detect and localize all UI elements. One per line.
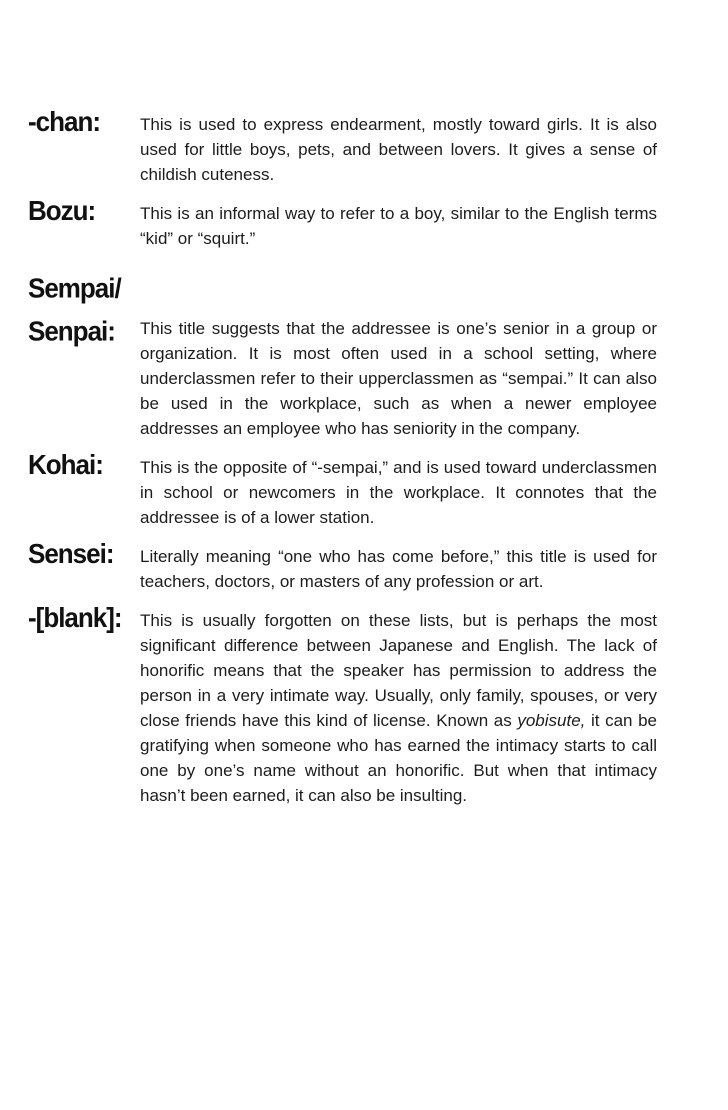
glossary-entry-sempai xyxy=(28,271,657,441)
term-kohai xyxy=(28,447,140,481)
term-sensei xyxy=(28,536,140,570)
glossary-entry-blank xyxy=(28,600,657,808)
term-label: Senpai: xyxy=(28,314,115,347)
definition-bozu: This is an informal way to refer to a boy, similar to the English terms “kid” or “squirt.” xyxy=(140,204,657,248)
glossary-entry-sensei xyxy=(28,536,657,594)
term-label: Bozu: xyxy=(28,193,96,227)
definition-chan: This is used to express endearment, mostly toward girls. It is also used for little boys, pets, and between lovers. It gives a sense of childish cuteness. xyxy=(140,115,657,184)
term-label: -chan: xyxy=(28,104,100,138)
glossary-entry-kohai xyxy=(28,447,657,530)
term-sempai xyxy=(28,266,140,352)
term-label: Sensei: xyxy=(28,536,114,570)
glossary-entry-chan xyxy=(28,104,657,187)
definition-blank: This is usually forgotten on these lists, but is perhaps the most significant difference between Japanese and English. The lack of honorific means that the speaker has permission to address the person in a very intimate way. Usually, only family, spouses, or very close friends have this kind of license. Known as yobisute, it can be gratifying when someone who has earned the intimacy starts to call one by one’s name without an honorific. But when that intimacy hasn’t been earned, it can also be insulting. xyxy=(140,611,657,805)
glossary-entry-bozu xyxy=(28,193,657,251)
definition-sempai: This title suggests that the addressee is one’s senior in a group or organization. It is most often used in a school setting, where underclassmen refer to their upperclassmen as “sempai.” It can also be used in the workplace, such as when a newer employee addresses an employee who has seniority in the company. xyxy=(140,319,657,438)
term-label: -[blank]: xyxy=(28,600,122,634)
term-label: Kohai: xyxy=(28,447,103,481)
term-chan xyxy=(28,104,140,138)
term-blank xyxy=(28,600,140,634)
term-bozu xyxy=(28,193,140,227)
definition-sensei: Literally meaning “one who has come before,” this title is used for teachers, doctors, or masters of any profession or art. xyxy=(140,547,657,591)
term-label: Sempai/ xyxy=(28,271,121,304)
definition-kohai: This is the opposite of “-sempai,” and is used toward underclassmen in school or newcomers in the workplace. It connotes that the addressee is of a lower station. xyxy=(140,458,657,527)
